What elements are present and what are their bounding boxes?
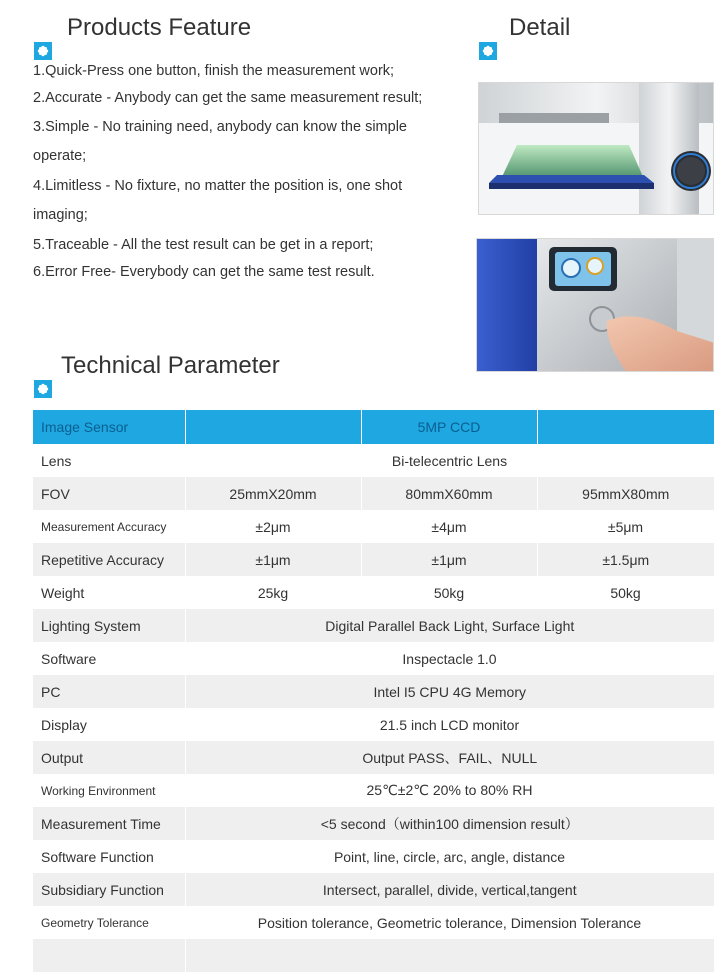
features-title: Products Feature <box>67 14 252 41</box>
param-value <box>537 410 714 444</box>
param-value: ±4μm <box>431 518 467 535</box>
param-value: ±1.5μm <box>537 543 714 576</box>
param-label: Software <box>41 650 97 667</box>
table-row <box>33 675 714 708</box>
param-value: Intel I5 CPU 4G Memory <box>185 675 714 708</box>
param-value: 5MP CCD <box>361 410 537 444</box>
detail-title: Detail <box>509 14 571 41</box>
param-label: Lighting System <box>33 609 185 642</box>
param-value: ±1μm <box>361 543 537 576</box>
param-value: 80mmX60mm <box>361 477 537 510</box>
param-label: Lens <box>41 452 72 469</box>
param-value: Bi-telecentric Lens <box>391 452 508 469</box>
param-label: Geometry Tolerance <box>41 915 149 930</box>
param-value: 25℃±2℃ 20% to 80% RH <box>366 782 533 798</box>
detail-photo-stage <box>478 82 714 215</box>
feature-item: 5.Traceable - All the test result can be get in a report; <box>33 237 374 253</box>
param-value <box>185 410 361 444</box>
param-label: FOV <box>33 477 185 510</box>
param-value: Output PASS、FAIL、NULL <box>185 741 714 774</box>
table-row <box>33 444 714 477</box>
param-value: 50kg <box>433 584 465 601</box>
feature-item: 3.Simple - No training need, anybody can know the simple operate; <box>33 119 407 164</box>
table-row <box>33 807 714 840</box>
param-value: <5 second（within100 dimension result） <box>185 807 714 840</box>
flower-badge-icon <box>34 380 52 398</box>
param-label: Repetitive Accuracy <box>33 543 185 576</box>
table-row <box>33 741 714 774</box>
param-label: Measurement Accuracy <box>41 519 167 534</box>
table-row <box>33 906 714 939</box>
param-label: PC <box>33 675 185 708</box>
table-row <box>33 873 714 906</box>
param-value: 25mmX20mm <box>185 477 361 510</box>
table-row <box>33 410 714 444</box>
param-value: 25kg <box>257 584 289 601</box>
detail-photo-button <box>476 238 714 372</box>
param-value: 50kg <box>610 584 641 601</box>
param-value: 21.5 inch LCD monitor <box>379 716 520 733</box>
param-value: Intersect, parallel, divide, vertical,tangent <box>185 873 714 906</box>
feature-item: 6.Error Free- Everybody can get the same test result. <box>33 264 375 280</box>
features-list <box>33 60 463 286</box>
table-row <box>33 939 714 972</box>
param-label: Image Sensor <box>33 410 185 444</box>
params-title: Technical Parameter <box>61 352 280 379</box>
param-value: Digital Parallel Back Light, Surface Light <box>185 609 714 642</box>
table-row <box>33 774 714 807</box>
param-label: Measurement Time <box>33 807 185 840</box>
table-row <box>33 576 714 609</box>
param-value: Position tolerance, Geometric tolerance, Dimension Tolerance <box>257 914 642 931</box>
feature-item: 2.Accurate - Anybody can get the same measurement result; <box>33 90 423 106</box>
param-value: ±2μm <box>255 518 291 535</box>
param-label: Working Environment <box>41 783 156 798</box>
flower-badge-icon <box>479 42 497 60</box>
parameter-table <box>33 410 714 972</box>
param-label: Output <box>33 741 185 774</box>
param-value <box>185 939 714 972</box>
param-value: ±1μm <box>185 543 361 576</box>
feature-item: 4.Limitless - No fixture, no matter the position is, one shot imaging; <box>33 178 403 223</box>
param-value: ±5μm <box>607 518 644 535</box>
param-label: Display <box>41 716 87 733</box>
table-row <box>33 609 714 642</box>
param-value: Inspectacle 1.0 <box>402 650 497 667</box>
param-label: Subsidiary Function <box>33 873 185 906</box>
table-row <box>33 708 714 741</box>
table-row <box>33 477 714 510</box>
feature-item: 1.Quick-Press one button, finish the measurement work; <box>33 63 395 79</box>
param-label: Weight <box>41 584 85 601</box>
param-value: 95mmX80mm <box>537 477 714 510</box>
table-row <box>33 543 714 576</box>
param-value: Point, line, circle, arc, angle, distance <box>333 848 566 865</box>
param-label: Software Function <box>41 848 154 865</box>
table-row <box>33 642 714 675</box>
table-row <box>33 510 714 543</box>
param-label <box>33 939 185 972</box>
table-row <box>33 840 714 873</box>
